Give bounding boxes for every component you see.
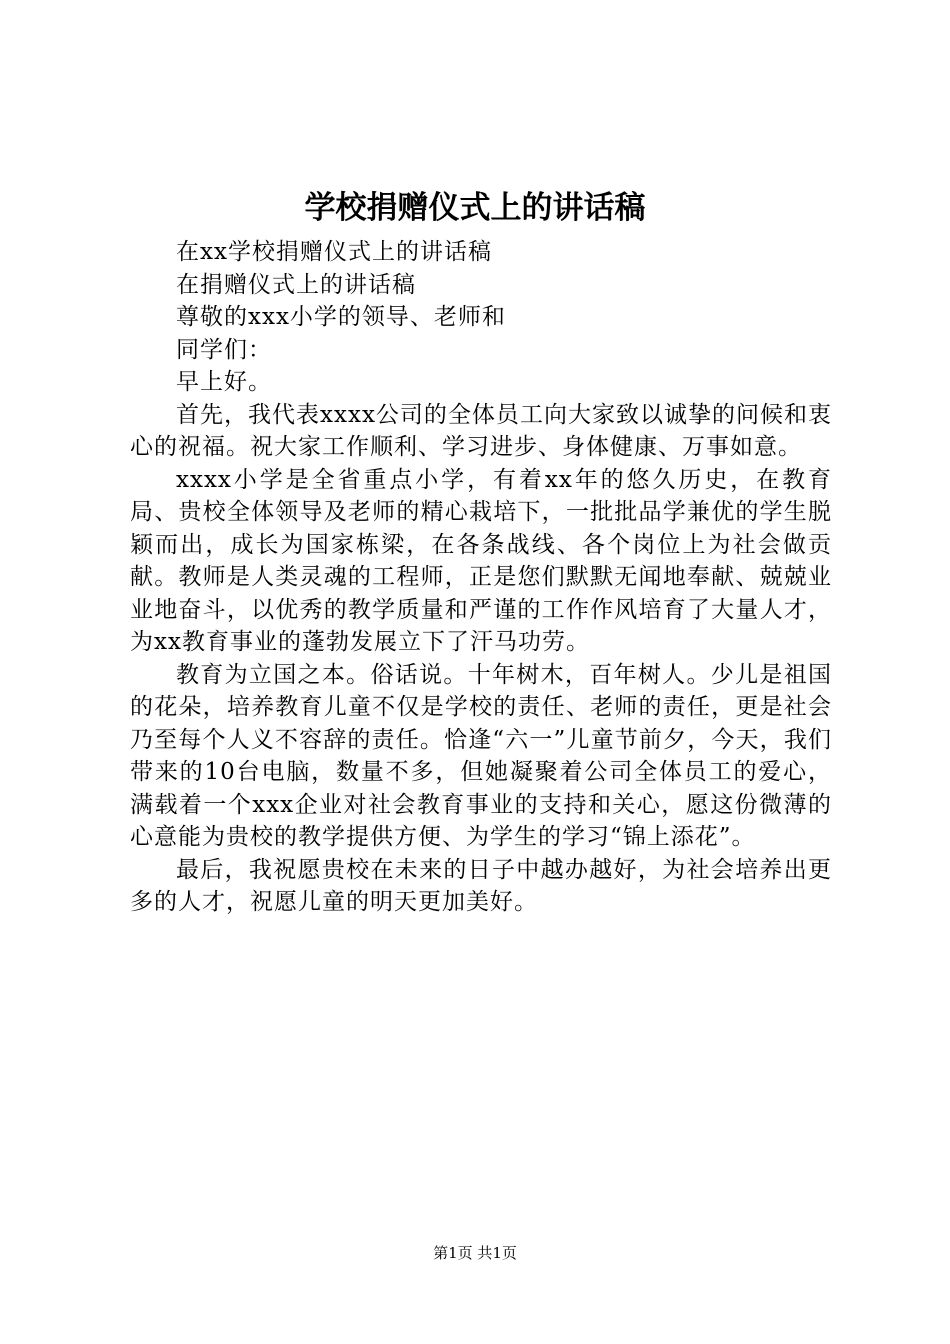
document-title: 学校捐赠仪式上的讲话稿	[304, 190, 646, 226]
document-body	[130, 236, 832, 919]
page-footer: 第1页 共1页	[433, 1244, 517, 1262]
paragraph: xxxx小学是全省重点小学，有着xx年的悠久历史，在教育局、贵校全体领导及老师的精心栽培下，一批批品学兼优的学生脱颖而出，成长为国家栋梁，在各条战线、各个岗位上为社会做贡献。教师是人类灵魂的工程师，正是您们默默无闻地奉献、兢兢业业地奋斗，以优秀的教学质量和严谨的工作作风培育了大量人才，为xx教育事业的蓬勃发展立下了汗马功劳。	[130, 466, 832, 655]
paragraph: 最后，我祝愿贵校在未来的日子中越办越好，为社会培养出更多的人才，祝愿儿童的明天更加美好。	[130, 856, 832, 915]
paragraph: 早上好。	[176, 369, 272, 395]
paragraph: 首先，我代表xxxx公司的全体员工向大家致以诚挚的问候和衷心的祝福。祝大家工作顺利、学习进步、身体健康、万事如意。	[130, 401, 832, 460]
paragraph: 在捐赠仪式上的讲话稿	[176, 271, 416, 298]
paragraph: 在xx学校捐赠仪式上的讲话稿	[176, 239, 492, 265]
paragraph: 同学们：	[176, 336, 272, 363]
paragraph: 尊敬的xxx小学的领导、老师和	[176, 304, 506, 330]
paragraph: 教育为立国之本。俗话说。十年树木，百年树人。少儿是祖国的花朵，培养教育儿童不仅是学校的责任、老师的责任，更是社会乃至每个人义不容辞的责任。恰逢“六一”儿童节前夕，今天，我们带来的10台电脑，数量不多，但她凝聚着公司全体员工的爱心，满载着一个xxx企业对社会教育事业的支持和关心，愿这份微薄的心意能为贵校的教学提供方便、为学生的学习“锦上添花”。	[130, 661, 832, 850]
